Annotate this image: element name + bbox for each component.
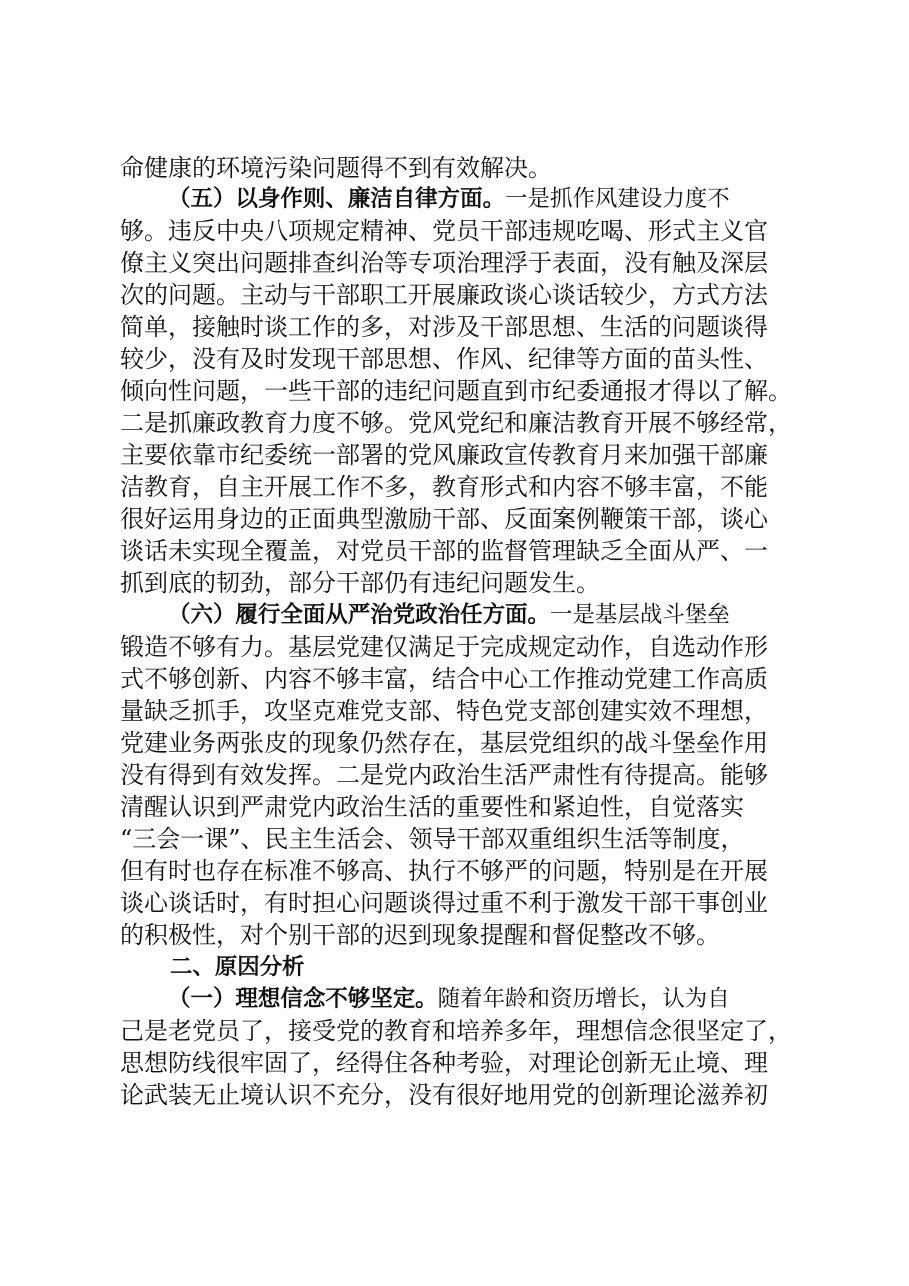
line-text: 没有得到有效发挥。二是党内政治生活严肃性有待提高。能够	[120, 761, 768, 789]
paragraph-line	[120, 728, 800, 758]
line-text: 够。违反中央八项规定精神、党员干部违规吃喝、形式主义官	[120, 217, 768, 245]
section-heading-2: 二、原因分析	[170, 954, 305, 980]
paragraph-line	[120, 824, 800, 854]
line-text: 一是抓作风建设力度不	[505, 186, 730, 212]
paragraph-line	[168, 600, 848, 630]
paragraph-line	[120, 920, 800, 950]
paragraph-line	[120, 504, 800, 534]
line-text: 很好运用身边的正面典型激励干部、反面案例鞭策干部，谈心	[120, 505, 768, 533]
paragraph-line	[120, 792, 800, 822]
line-text: 抓到底的韧劲，部分干部仍有违纪问题发生。	[120, 569, 600, 597]
line-text: 洁教育，自主开展工作不多，教育形式和内容不够丰富，不能	[120, 473, 768, 501]
paragraph-line	[120, 664, 800, 694]
line-text: “三会一课”、民主生活会、领导干部双重组织生活等制度，	[120, 825, 745, 853]
paragraph-line	[168, 184, 848, 214]
line-text: 较少，没有及时发现干部思想、作风、纪律等方面的苗头性、	[120, 345, 768, 373]
paragraph-line	[120, 376, 800, 406]
paragraph-line	[120, 153, 800, 183]
paragraph-line	[120, 472, 800, 502]
line-text: 次的问题。主动与干部职工开展廉政谈心谈话较少，方式方法	[120, 281, 768, 309]
paragraph-line	[120, 856, 800, 886]
paragraph-line	[120, 280, 800, 310]
line-text: 量缺乏抓手，攻坚克难党支部、特色党支部创建实效不理想，	[120, 697, 768, 725]
line-text: 命健康的环境污染问题得不到有效解决。	[120, 154, 552, 182]
line-text: 思想防线很牢固了，经得住各种考验，对理论创新无止境、理	[120, 1049, 768, 1077]
line-text: 谈话未实现全覆盖，对党员干部的监督管理缺乏全面从严、一	[120, 537, 768, 565]
subsection-heading-1: （一）理想信念不够坚定。	[168, 986, 438, 1012]
line-text: 僚主义突出问题排查纠治等专项治理浮于表面，没有触及深层	[120, 249, 768, 277]
paragraph-line	[120, 440, 800, 470]
paragraph-line	[120, 344, 800, 374]
line-text: 简单，接触时谈工作的多，对涉及干部思想、生活的问题谈得	[120, 313, 768, 341]
paragraph-line	[120, 1048, 800, 1078]
line-text: 谈心谈话时，有时担心问题谈得过重不利于激发干部干事创业	[120, 889, 768, 917]
paragraph-line	[120, 1080, 800, 1110]
line-text: 随着年龄和资历增长，认为自	[437, 986, 730, 1012]
paragraph-line	[170, 952, 850, 982]
line-text: 己是老党员了，接受党的教育和培养多年，理想信念很坚定了，	[120, 1017, 792, 1045]
line-text: 的积极性，对个别干部的迟到现象提醒和督促整改不够。	[120, 921, 720, 949]
paragraph-line	[120, 696, 800, 726]
line-text: 二是抓廉政教育力度不够。党风党纪和廉洁教育开展不够经常，	[120, 409, 792, 437]
paragraph-line	[120, 760, 800, 790]
paragraph-line	[120, 568, 800, 598]
line-text: 论武装无止境认识不充分，没有很好地用党的创新理论滋养初	[120, 1081, 768, 1109]
paragraph-line	[120, 632, 800, 662]
section-heading-5: （五）以身作则、廉洁自律方面。	[168, 186, 506, 212]
line-text: 倾向性问题，一些干部的违纪问题直到市纪委通报才得以了解。	[120, 377, 792, 405]
line-text: 主要依靠市纪委统一部署的党风廉政宣传教育月来加强干部廉	[120, 441, 768, 469]
paragraph-line	[120, 248, 800, 278]
paragraph-line	[120, 312, 800, 342]
line-text: 党建业务两张皮的现象仍然存在，基层党组织的战斗堡垒作用	[120, 729, 768, 757]
paragraph-line	[120, 216, 800, 246]
paragraph-line	[168, 984, 848, 1014]
paragraph-line	[120, 1016, 800, 1046]
section-heading-6: （六）履行全面从严治党政治任方面。	[168, 602, 550, 628]
paragraph-line	[120, 536, 800, 566]
line-text: 清醒认识到严肃党内政治生活的重要性和紧迫性，自觉落实	[120, 793, 744, 821]
line-text: 式不够创新、内容不够丰富，结合中心工作推动党建工作高质	[120, 665, 768, 693]
line-text: 但有时也存在标准不够高、执行不够严的问题，特别是在开展	[120, 857, 768, 885]
line-text: 一是基层战斗堡垒	[549, 602, 730, 628]
paragraph-line	[120, 408, 800, 438]
paragraph-line	[120, 888, 800, 918]
line-text: 锻造不够有力。基层党建仅满足于完成规定动作，自选动作形	[120, 633, 768, 661]
